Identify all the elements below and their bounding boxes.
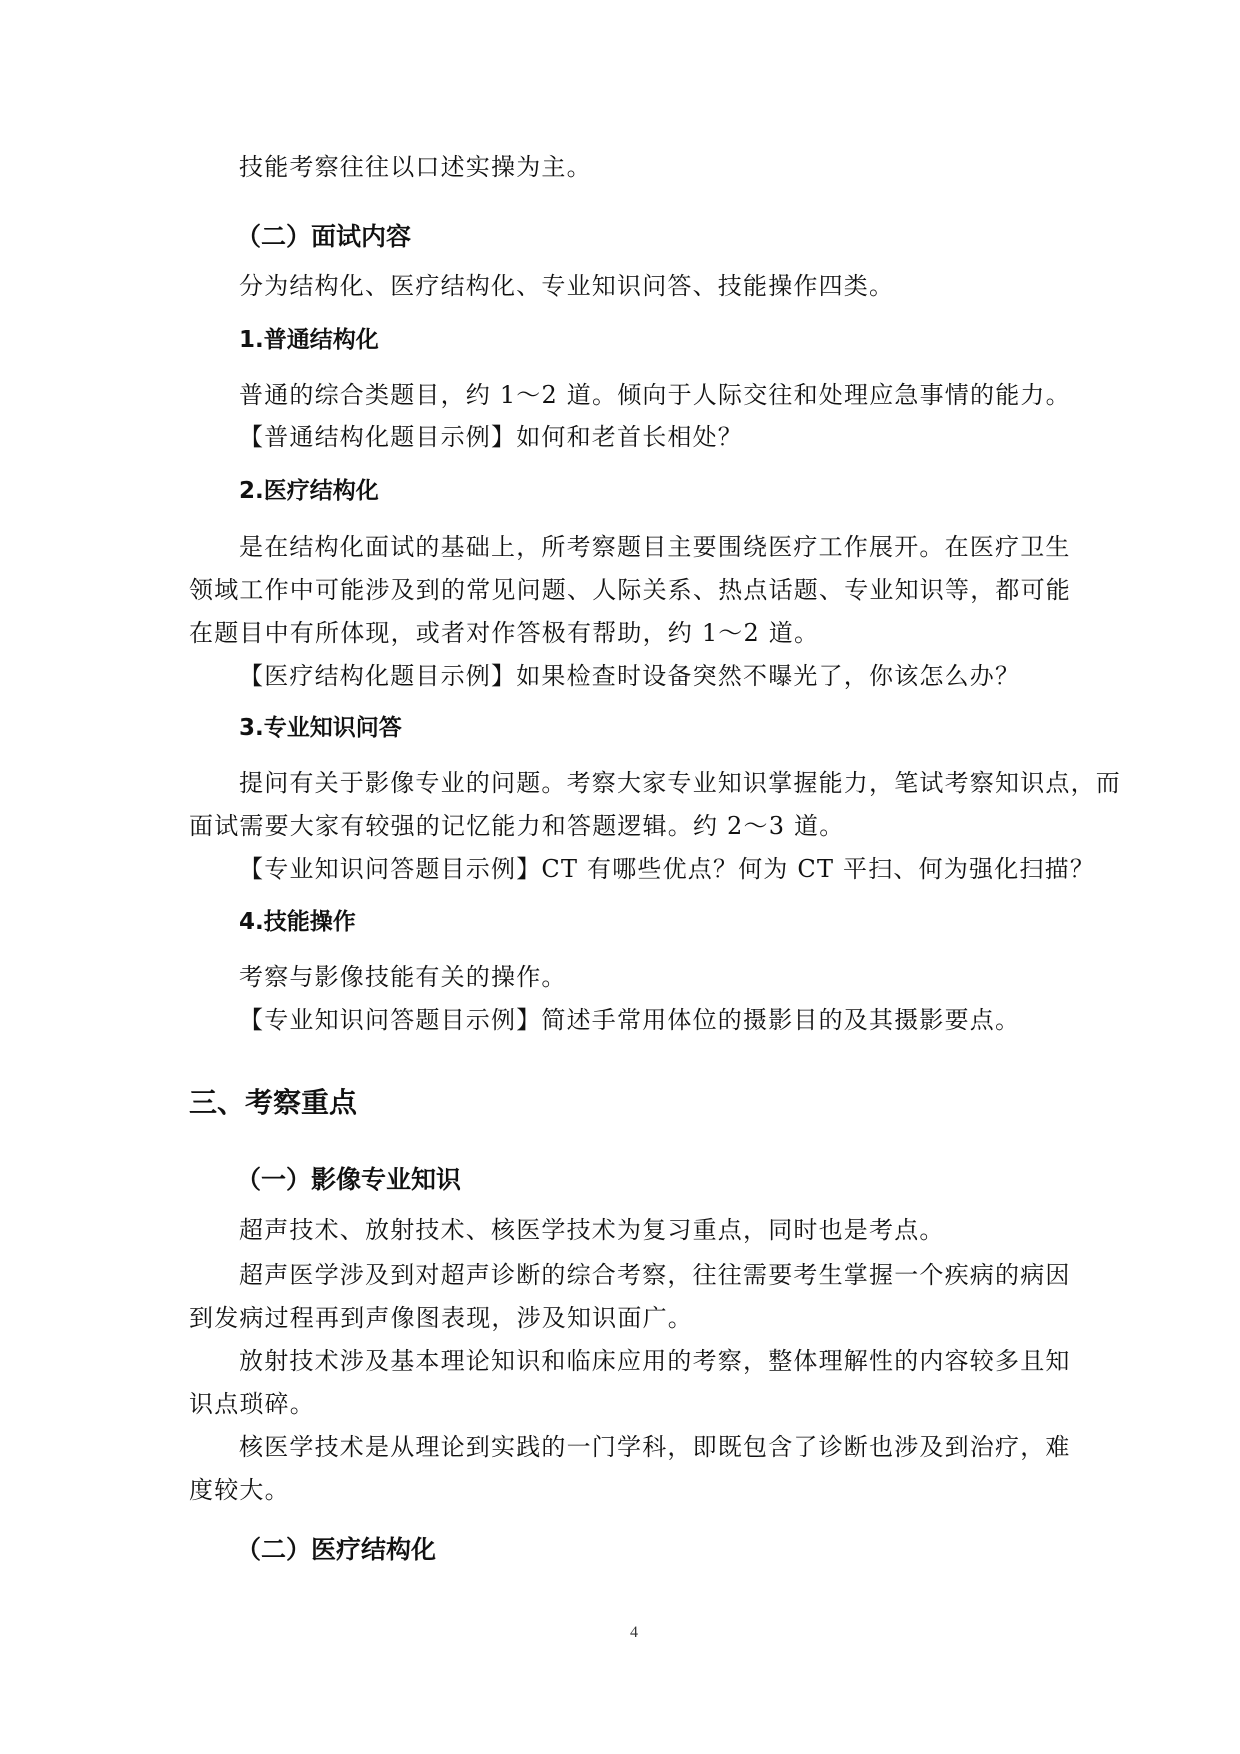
paragraph-line: 放射技术涉及基本理论知识和临床应用的考察，整体理解性的内容较多且知 bbox=[239, 1347, 1071, 1375]
paragraph-line: 面试需要大家有较强的记忆能力和答题逻辑。约 2～3 道。 bbox=[189, 812, 845, 840]
paragraph-line: 超声技术、放射技术、核医学技术为复习重点，同时也是考点。 bbox=[239, 1216, 945, 1244]
paragraph-line: 识点琐碎。 bbox=[189, 1390, 315, 1418]
page-number: 4 bbox=[630, 1624, 638, 1641]
example-question-line: 【专业知识问答题目示例】CT 有哪些优点？何为 CT 平扫、何为强化扫描？ bbox=[239, 855, 1096, 883]
paragraph-line: 考察与影像技能有关的操作。 bbox=[239, 963, 567, 991]
example-question-line: 【医疗结构化题目示例】如果检查时设备突然不曝光了，你该怎么办？ bbox=[239, 662, 1021, 690]
paragraph-line: 度较大。 bbox=[189, 1476, 290, 1504]
paragraph-line: 提问有关于影像专业的问题。考察大家专业知识掌握能力，笔试考察知识点，而 bbox=[239, 769, 1121, 797]
section-heading-imaging-knowledge: （一）影像专业知识 bbox=[236, 1165, 462, 1194]
paragraph-line: 核医学技术是从理论到实践的一门学科，即既包含了诊断也涉及到治疗，难 bbox=[239, 1433, 1071, 1461]
chapter-heading-exam-focus: 三、考察重点 bbox=[189, 1086, 358, 1119]
paragraph-line: 到发病过程再到声像图表现，涉及知识面广。 bbox=[189, 1304, 693, 1332]
paragraph-line: 技能考察往往以口述实操为主。 bbox=[239, 153, 592, 181]
subheading-general-structured: 1.普通结构化 bbox=[239, 327, 379, 353]
section-heading-medical-structured: （二）医疗结构化 bbox=[236, 1535, 437, 1564]
example-question-line: 【普通结构化题目示例】如何和老首长相处？ bbox=[239, 423, 743, 451]
paragraph-line: 领域工作中可能涉及到的常见问题、人际关系、热点话题、专业知识等，都可能 bbox=[189, 576, 1071, 604]
subheading-professional-knowledge-qa: 3.专业知识问答 bbox=[239, 715, 402, 741]
paragraph-line: 超声医学涉及到对超声诊断的综合考察，往往需要考生掌握一个疾病的病因 bbox=[239, 1261, 1071, 1289]
example-question-line: 【专业知识问答题目示例】简述手常用体位的摄影目的及其摄影要点。 bbox=[239, 1006, 1021, 1034]
paragraph-line: 分为结构化、医疗结构化、专业知识问答、技能操作四类。 bbox=[239, 272, 895, 300]
subheading-medical-structured: 2.医疗结构化 bbox=[239, 478, 379, 504]
section-heading-interview-content: （二）面试内容 bbox=[236, 222, 412, 251]
subheading-skill-operation: 4.技能操作 bbox=[239, 909, 356, 935]
paragraph-line: 普通的综合类题目，约 1～2 道。倾向于人际交往和处理应急事情的能力。 bbox=[239, 381, 1071, 409]
paragraph-line: 在题目中有所体现，或者对作答极有帮助，约 1～2 道。 bbox=[189, 619, 820, 647]
paragraph-line: 是在结构化面试的基础上，所考察题目主要围绕医疗工作展开。在医疗卫生 bbox=[239, 533, 1071, 561]
